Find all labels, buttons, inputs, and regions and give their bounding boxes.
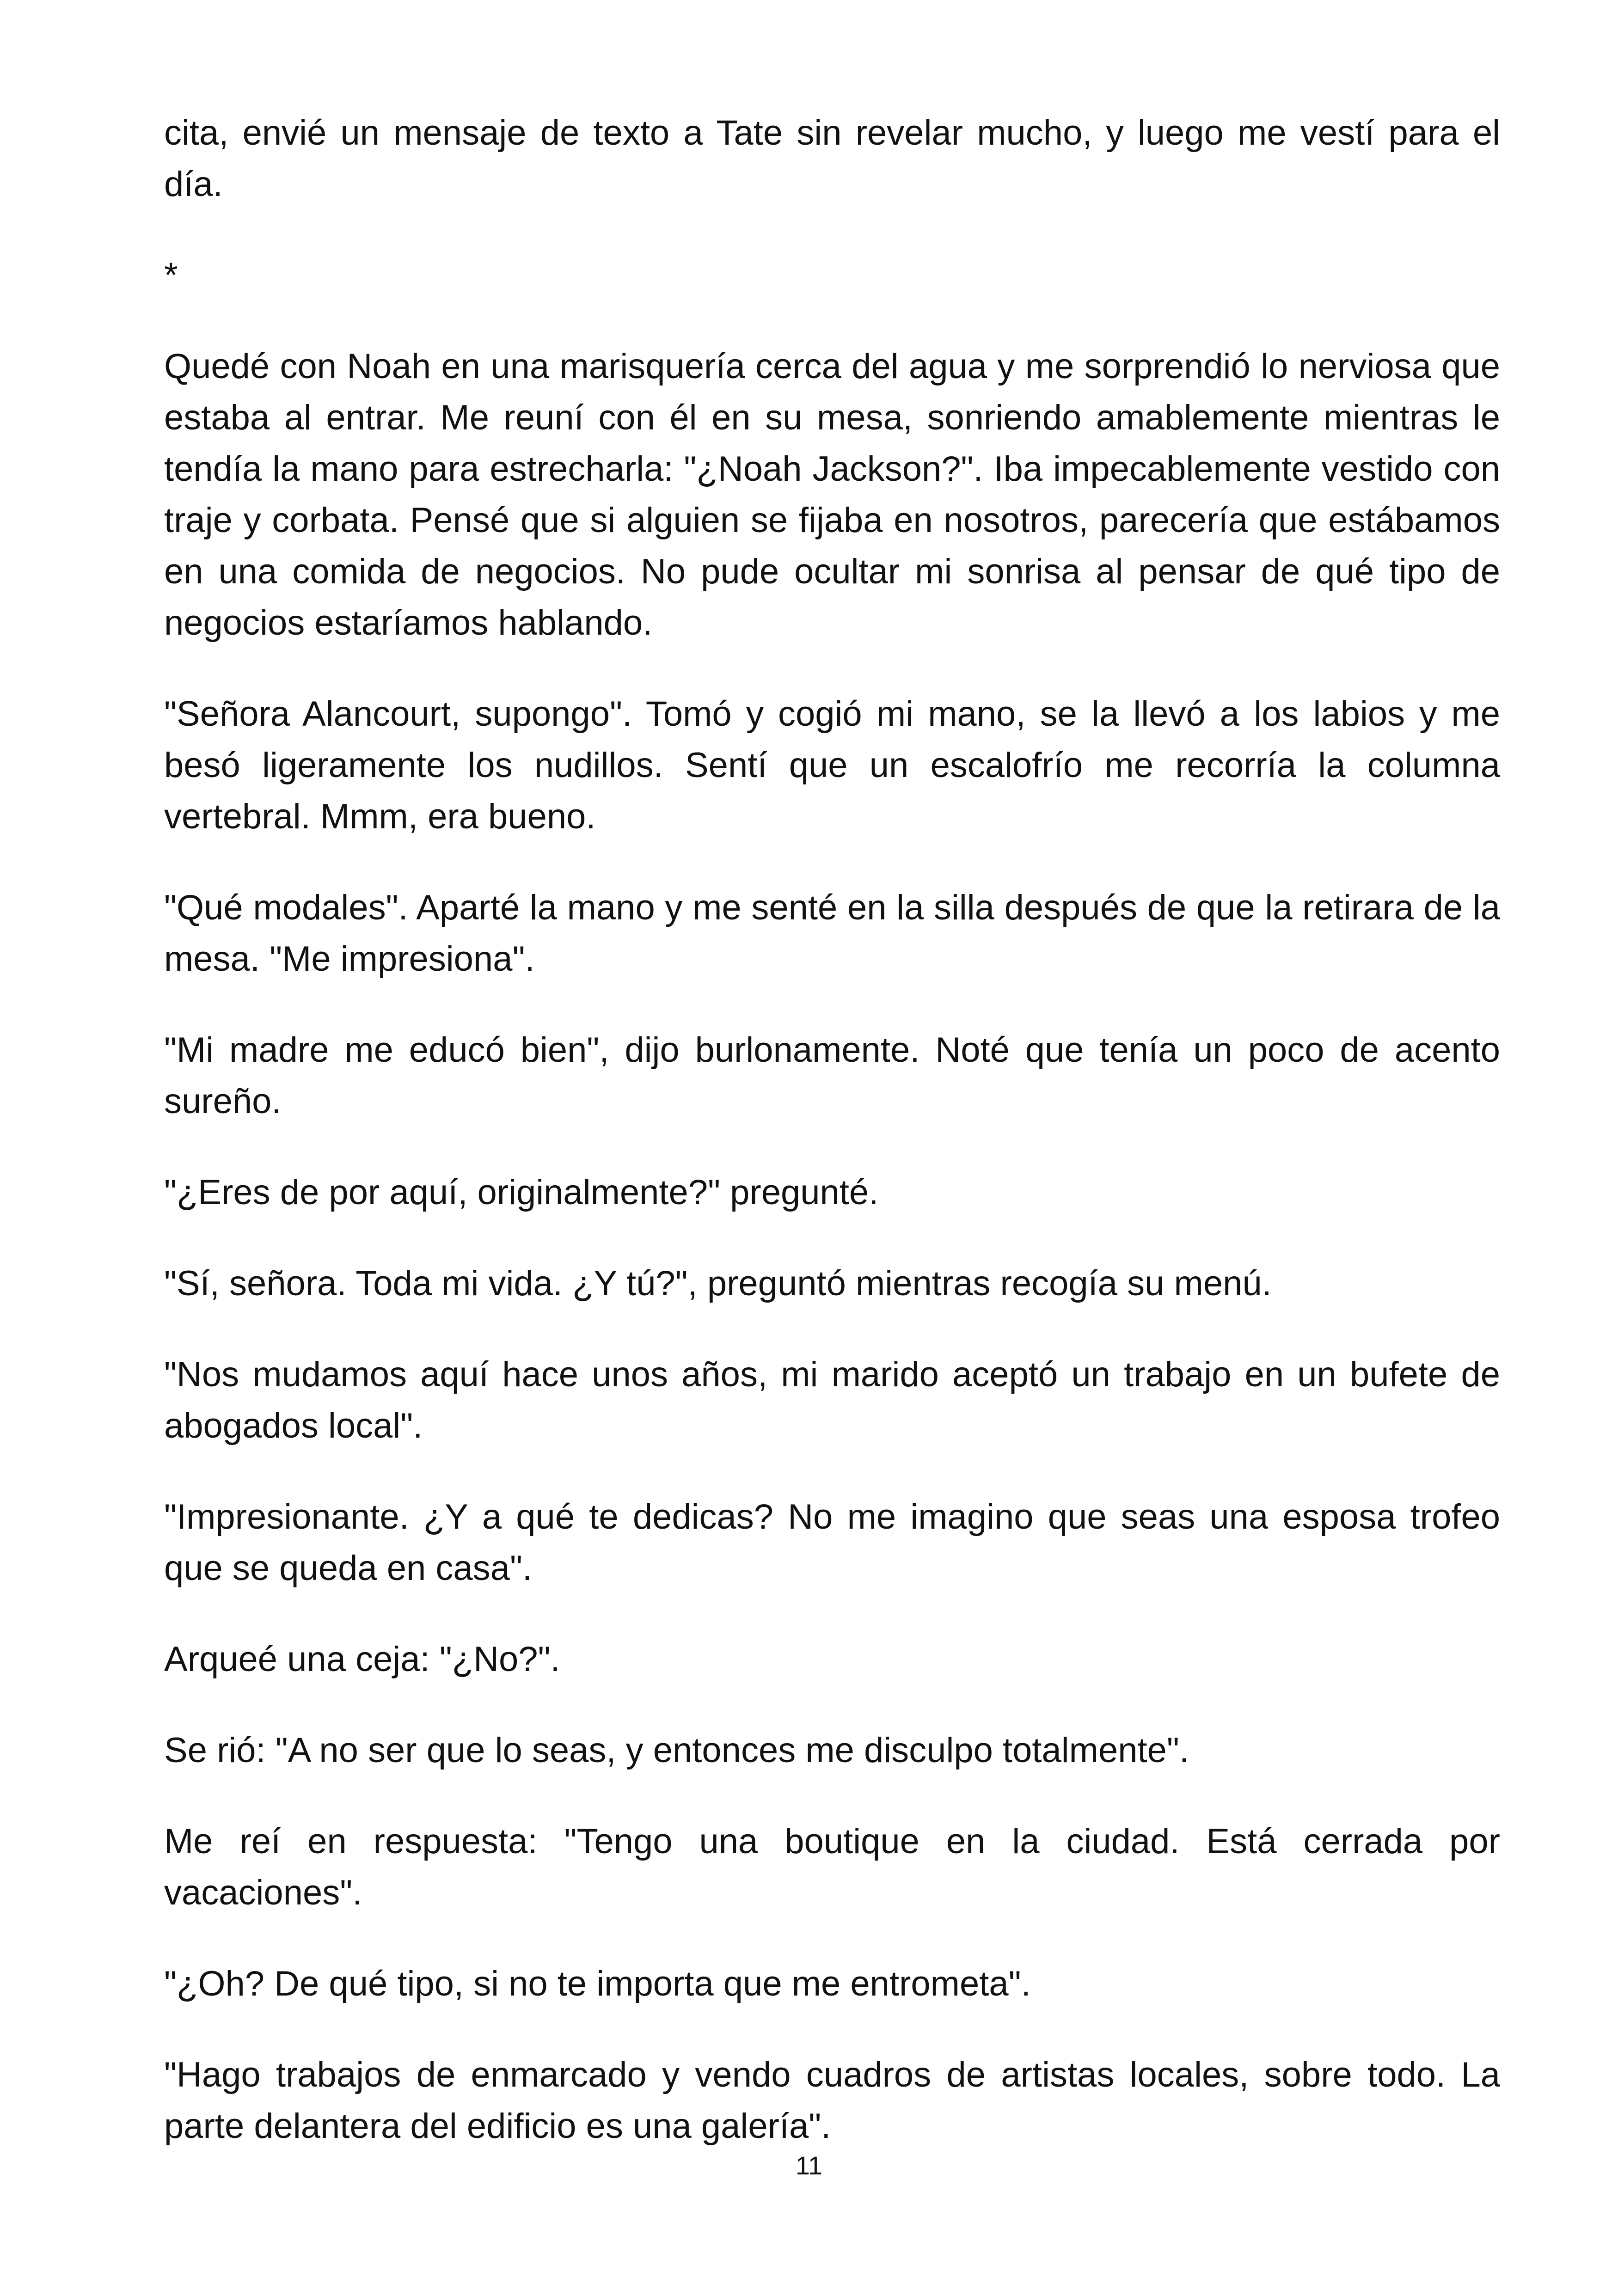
paragraph: "Mi madre me educó bien", dijo burlonamente. Noté que tenía un poco de acento sureño. — [164, 1030, 1500, 1121]
paragraph: "Sí, señora. Toda mi vida. ¿Y tú?", preguntó mientras recogía su menú. — [164, 1264, 1272, 1303]
paragraph: Quedé con Noah en una marisquería cerca del agua y me sorprendió lo nerviosa que estaba al entrar. Me reuní con él en su mesa, sonriendo amablemente mientras le tendía la mano para estrecharla: "¿Noah Jackson?". Iba impecablemente vestido con traje y corbata. Pensé que si alguien se fijaba en nosotros, parecería que estábamos en una comida de negocios. No pude ocultar mi sonrisa al pensar de qué tipo de negocios estaríamos hablando. — [164, 347, 1500, 643]
paragraph: Arqueé una ceja: "¿No?". — [164, 1640, 560, 1679]
paragraph: "Hago trabajos de enmarcado y vendo cuadros de artistas locales, sobre todo. La parte delantera del edificio es una galería". — [164, 2055, 1500, 2146]
paragraph: "Qué modales". Aparté la mano y me senté en la silla después de que la retirara de la mesa. "Me impresiona". — [164, 888, 1500, 979]
paragraph: "Señora Alancourt, supongo". Tomó y cogió mi mano, se la llevó a los labios y me besó ligeramente los nudillos. Sentí que un escalofrío me recorría la columna vertebral. Mmm, era bueno. — [164, 694, 1500, 836]
paragraph: Se rió: "A no ser que lo seas, y entonces me disculpo totalmente". — [164, 1731, 1189, 1770]
paragraph: cita, envié un mensaje de texto a Tate sin revelar mucho, y luego me vestí para el día. — [164, 113, 1500, 204]
page-number: 11 — [795, 2151, 823, 2180]
paragraph: "Nos mudamos aquí hace unos años, mi marido aceptó un trabajo en un bufete de abogados local". — [164, 1355, 1500, 1445]
paragraph: "Impresionante. ¿Y a qué te dedicas? No me imagino que seas una esposa trofeo que se queda en casa". — [164, 1497, 1500, 1588]
paragraph: "¿Eres de por aquí, originalmente?" pregunté. — [164, 1173, 879, 1212]
paragraph: Me reí en respuesta: "Tengo una boutique en la ciudad. Está cerrada por vacaciones". — [164, 1822, 1500, 1912]
paragraph: "¿Oh? De qué tipo, si no te importa que me entrometa". — [164, 1964, 1031, 2003]
body-text — [164, 107, 1500, 2192]
scene-break: * — [164, 256, 178, 295]
